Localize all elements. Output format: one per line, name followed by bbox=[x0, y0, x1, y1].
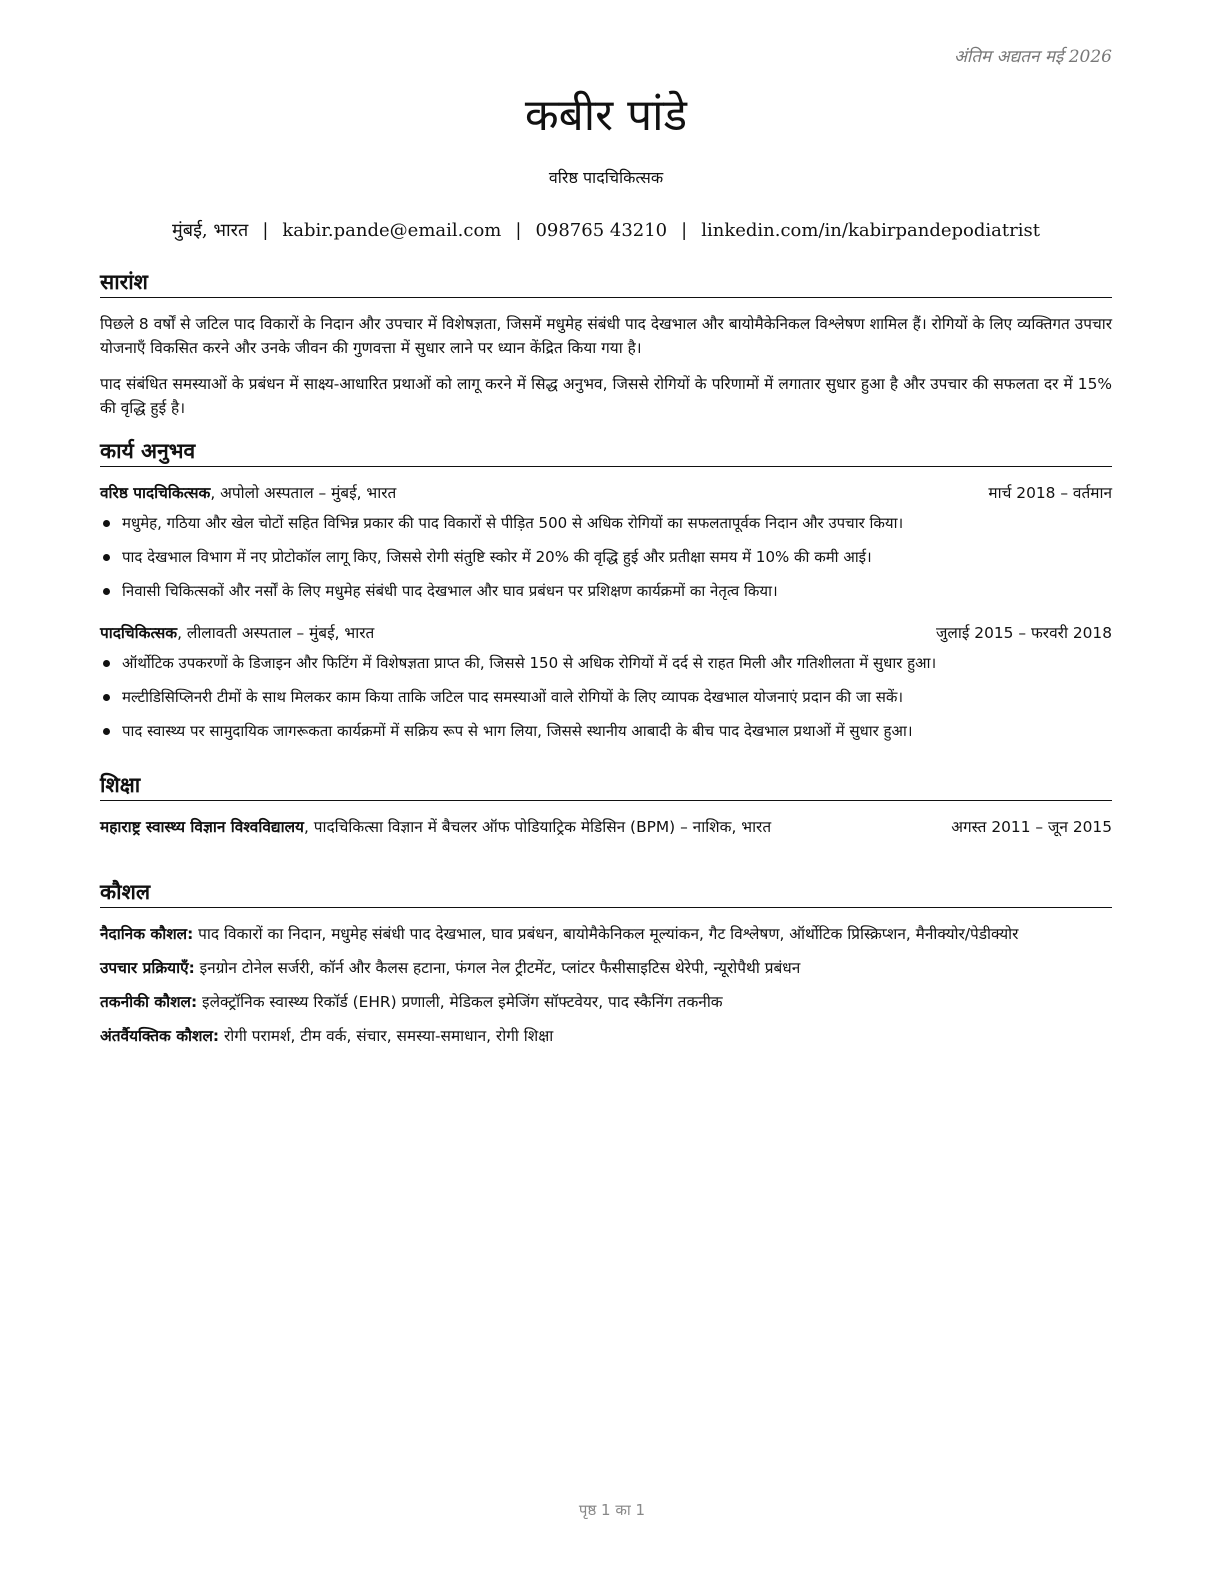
job-header bbox=[100, 621, 1112, 645]
page-footer: पृष्ठ 1 का 1 bbox=[578, 1501, 646, 1519]
job-bullet: मल्टीडिसिप्लिनरी टीमों के साथ मिलकर काम किया ताकि जटिल पाद समस्याओं वाले रोगियों के लिए व्यापक देखभाल योजनाएं प्रदान की जा सकें। bbox=[100, 685, 1112, 709]
contact-email[interactable]: kabir.pande@email.com bbox=[282, 220, 502, 241]
bullet-dot-icon bbox=[103, 694, 110, 701]
job-org: , अपोलो अस्पताल – मुंबई, भारत bbox=[210, 484, 397, 502]
skill-value: रोगी परामर्श, टीम वर्क, संचार, समस्या-समाधान, रोगी शिक्षा bbox=[219, 1027, 554, 1045]
contact-separator: | bbox=[262, 220, 269, 241]
education-section bbox=[100, 771, 1112, 839]
education-heading: शिक्षा bbox=[100, 771, 1112, 801]
contact-phone[interactable]: 098765 43210 bbox=[535, 220, 668, 241]
bullet-dot-icon bbox=[103, 520, 110, 527]
skill-value: पाद विकारों का निदान, मधुमेह संबंधी पाद देखभाल, घाव प्रबंधन, बायोमैकेनिकल मूल्यांकन, गैट विश्लेषण, ऑर्थोटिक प्रिस्क्रिप्शन, मैनीक्योर/पेडीक्योर bbox=[193, 925, 1019, 943]
contact-location: मुंबई, भारत bbox=[172, 220, 249, 241]
skill-label: उपचार प्रक्रियाएँ: bbox=[100, 959, 195, 977]
education-dates: अगस्त 2011 – जून 2015 bbox=[951, 818, 1112, 836]
contact-line bbox=[100, 218, 1112, 244]
summary-paragraph-1: पिछले 8 वर्षों से जटिल पाद विकारों के निदान और उपचार में विशेषज्ञता, जिसमें मधुमेह संबंधी पाद देखभाल और बायोमैकेनिकल विश्लेषण शामिल हैं। रोगियों के लिए व्यक्तिगत उपचार योजनाएँ विकसित करने और उनके जीवन की गुणवत्ता में सुधार लाने पर ध्यान केंद्रित किया गया है। bbox=[100, 315, 1112, 357]
skill-value: इनग्रोन टोनेल सर्जरी, कॉर्न और कैलस हटाना, फंगल नेल ट्रीटमेंट, प्लांटर फैसीसाइटिस थेरेपी, न्यूरोपैथी प्रबंधन bbox=[194, 959, 801, 977]
job-role: पादचिकित्सक bbox=[100, 624, 178, 642]
job-role: वरिष्ठ पादचिकित्सक bbox=[100, 484, 211, 502]
education-school: महाराष्ट्र स्वास्थ्य विज्ञान विश्वविद्यालय bbox=[100, 818, 304, 836]
job-bullet: पाद स्वास्थ्य पर सामुदायिक जागरूकता कार्यक्रमों में सक्रिय रूप से भाग लिया, जिससे स्थानीय आबादी के बीच पाद देखभाल प्रथाओं में सुधार हुआ। bbox=[100, 719, 1112, 743]
skill-row bbox=[100, 956, 1112, 980]
job-dates: मार्च 2018 – वर्तमान bbox=[988, 484, 1112, 502]
job-bullet: मधुमेह, गठिया और खेल चोटों सहित विभिन्न प्रकार की पाद विकारों से पीड़ित 500 से अधिक रोगियों का सफलतापूर्वक निदान और उपचार किया। bbox=[100, 511, 1112, 535]
job-bullets bbox=[100, 511, 1112, 603]
job-bullet: पाद देखभाल विभाग में नए प्रोटोकॉल लागू किए, जिससे रोगी संतुष्टि स्कोर में 20% की वृद्धि हुई और प्रतीक्षा समय में 10% की कमी आई। bbox=[100, 545, 1112, 569]
job-dates: जुलाई 2015 – फरवरी 2018 bbox=[936, 624, 1112, 642]
summary-paragraph-2: पाद संबंधित समस्याओं के प्रबंधन में साक्ष्य-आधारित प्रथाओं को लागू करने में सिद्ध अनुभव, जिससे रोगियों के परिणामों में लगातार सुधार हुआ है और उपचार की सफलता दर में 15% की वृद्धि हुई है। bbox=[100, 375, 1112, 417]
bullet-dot-icon bbox=[103, 660, 110, 667]
experience-section bbox=[100, 437, 1112, 743]
candidate-name: कबीर पांडे bbox=[524, 90, 688, 141]
job-bullet: ऑर्थोटिक उपकरणों के डिजाइन और फिटिंग में विशेषज्ञता प्राप्त की, जिससे 150 से अधिक रोगियों में दर्द से राहत मिली और गतिशीलता में सुधार हुआ। bbox=[100, 651, 1112, 675]
skill-row bbox=[100, 990, 1112, 1014]
experience-heading: कार्य अनुभव bbox=[100, 437, 1112, 467]
bullet-dot-icon bbox=[103, 728, 110, 735]
job-org: , लीलावती अस्पताल – मुंबई, भारत bbox=[177, 624, 375, 642]
skill-label: नैदानिक कौशल: bbox=[100, 925, 194, 943]
skill-row bbox=[100, 922, 1112, 946]
skills-heading: कौशल bbox=[100, 878, 1112, 908]
contact-separator: | bbox=[681, 220, 688, 241]
education-line bbox=[100, 815, 771, 839]
candidate-role: वरिष्ठ पादचिकित्सक bbox=[548, 168, 664, 187]
summary-heading: सारांश bbox=[100, 268, 1112, 298]
contact-linkedin[interactable]: linkedin.com/in/kabirpandepodiatrist bbox=[701, 220, 1040, 241]
skill-row bbox=[100, 1024, 1112, 1048]
job-header bbox=[100, 481, 1112, 505]
job-title-line bbox=[100, 481, 396, 505]
skills-section bbox=[100, 878, 1112, 1048]
job-entry bbox=[100, 621, 1112, 743]
job-bullets bbox=[100, 651, 1112, 743]
job-entry bbox=[100, 481, 1112, 603]
education-entry bbox=[100, 815, 1112, 839]
last-updated: अंतिम अद्यतन मई 2026 bbox=[953, 47, 1112, 67]
bullet-dot-icon bbox=[103, 588, 110, 595]
skill-value: इलेक्ट्रॉनिक स्वास्थ्य रिकॉर्ड (EHR) प्रणाली, मेडिकल इमेजिंग सॉफ्टवेयर, पाद स्कैनिंग तकनीक bbox=[197, 993, 723, 1011]
summary-section bbox=[100, 268, 1112, 420]
contact-separator: | bbox=[515, 220, 522, 241]
job-bullet: निवासी चिकित्सकों और नर्सों के लिए मधुमेह संबंधी पाद देखभाल और घाव प्रबंधन पर प्रशिक्षण कार्यक्रमों का नेतृत्व किया। bbox=[100, 579, 1112, 603]
job-title-line bbox=[100, 621, 374, 645]
skill-label: अंतर्वैयक्तिक कौशल: bbox=[100, 1027, 220, 1045]
skill-label: तकनीकी कौशल: bbox=[100, 993, 198, 1011]
bullet-dot-icon bbox=[103, 554, 110, 561]
education-degree: , पादचिकित्सा विज्ञान में बैचलर ऑफ पोडियाट्रिक मेडिसिन (BPM) – नाशिक, भारत bbox=[303, 818, 772, 836]
